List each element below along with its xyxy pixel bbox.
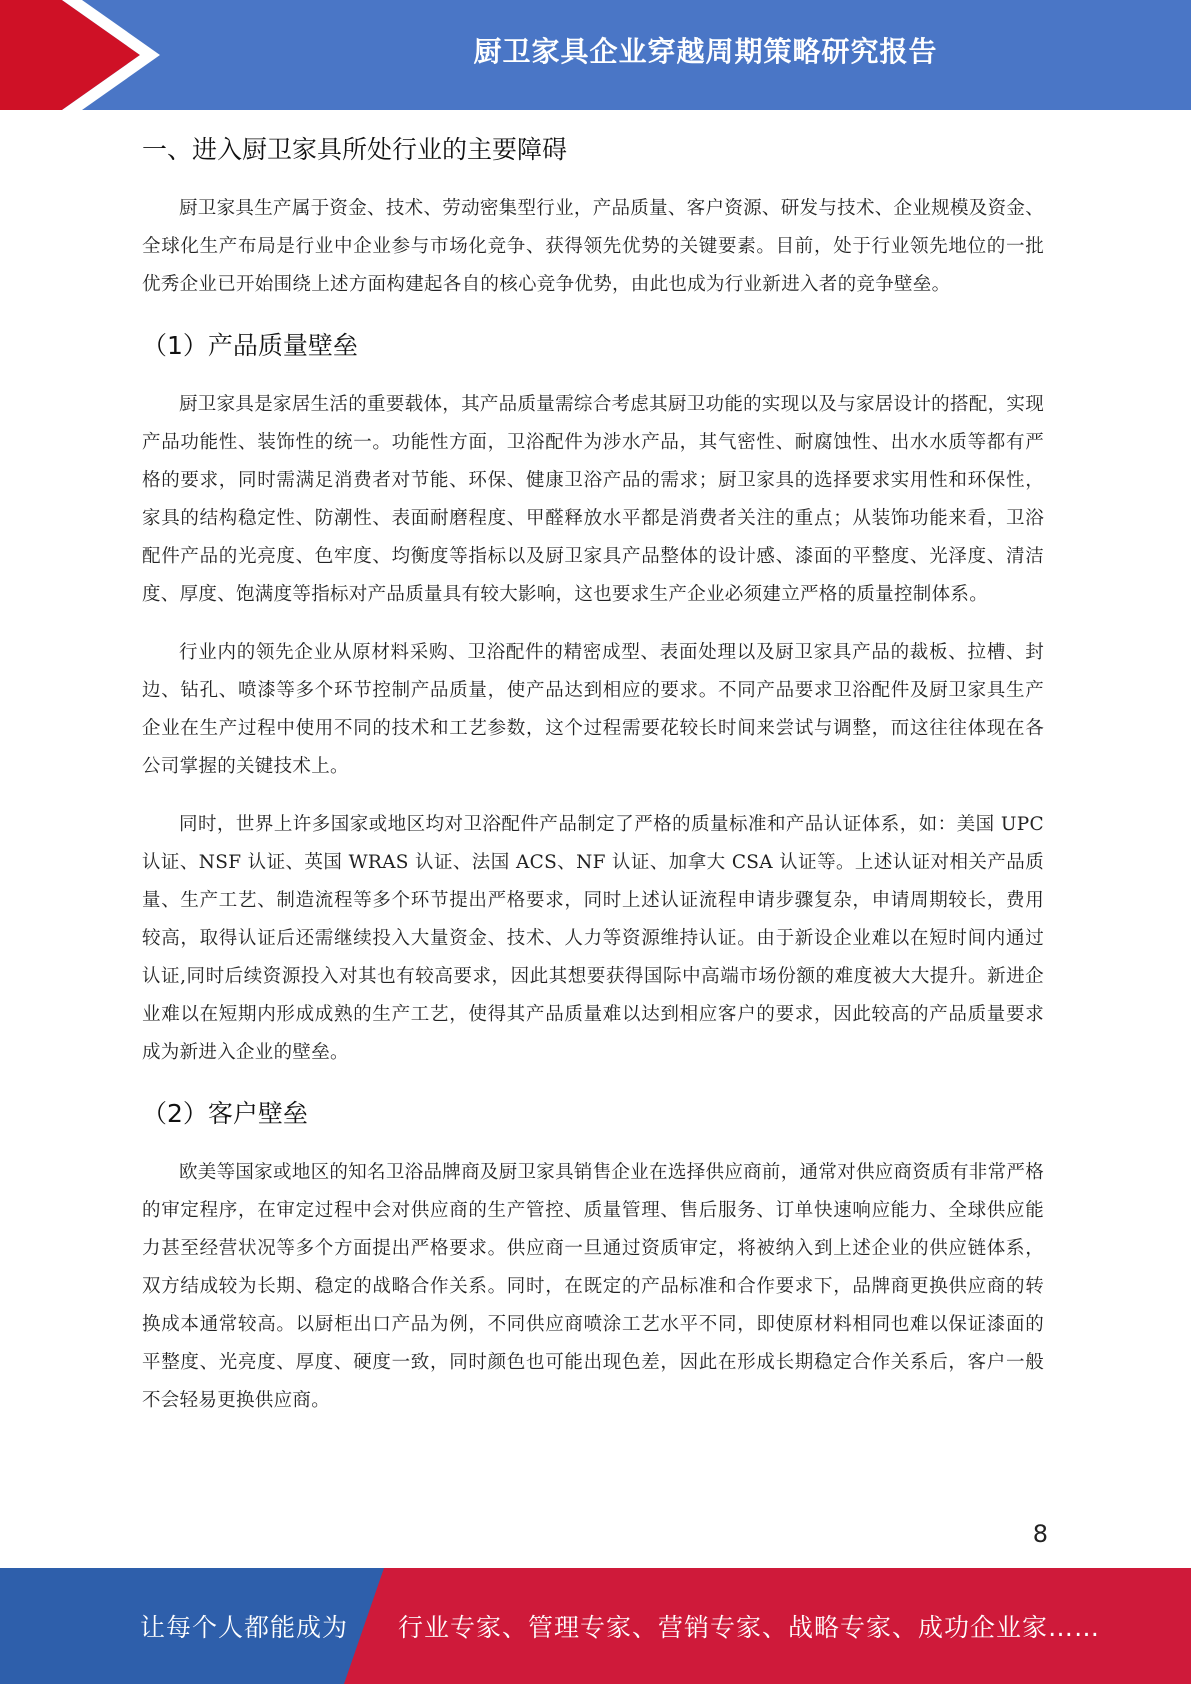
- page-number: 8: [1032, 1520, 1048, 1548]
- page-header: [0, 0, 1191, 110]
- quality-paragraph-2: 行业内的领先企业从原材料采购、卫浴配件的精密成型、表面处理以及厨卫家具产品的裁板、拉槽、封边、钻孔、喷漆等多个环节控制产品质量，使产品达到相应的要求。不同产品要求卫浴配件及厨卫家具生产企业在生产过程中使用不同的技术和工艺参数，这个过程需要花较长时间来尝试与调整，而这往往体现在各公司掌握的关键技术上。: [142, 642, 1044, 777]
- intro-paragraph: 厨卫家具生产属于资金、技术、劳动密集型行业，产品质量、客户资源、研发与技术、企业规模及资金、全球化生产布局是行业中企业参与市场化竞争、获得领先优势的关键要素。目前，处于行业领先地位的一批优秀企业已开始围绕上述方面构建起各自的核心竞争优势，由此也成为行业新进入者的竞争壁垒。: [142, 198, 1044, 295]
- main-content: [142, 128, 1044, 1420]
- report-title: 厨卫家具企业穿越周期策略研究报告: [473, 35, 938, 68]
- quality-paragraph-1: 厨卫家具是家居生活的重要载体，其产品质量需综合考虑其厨卫功能的实现以及与家居设计的搭配，实现产品功能性、装饰性的统一。功能性方面，卫浴配件为涉水产品，其气密性、耐腐蚀性、出水水质等都有严格的要求，同时需满足消费者对节能、环保、健康卫浴产品的需求；厨卫家具的选择要求实用性和环保性，家具的结构稳定性、防潮性、表面耐磨程度、甲醛释放水平都是消费者关注的重点；从装饰功能来看，卫浴配件产品的光亮度、色牢度、均衡度等指标以及厨卫家具产品整体的设计感、漆面的平整度、光泽度、清洁度、厚度、饱满度等指标对产品质量具有较大影响，这也要求生产企业必须建立严格的质量控制体系。: [142, 394, 1044, 605]
- page-footer: [0, 1568, 1191, 1684]
- quality-paragraph-3: 同时，世界上许多国家或地区均对卫浴配件产品制定了严格的质量标准和产品认证体系，如：美国 UPC 认证、NSF 认证、英国 WRAS 认证、法国 ACS、NF 认证、加拿大 CSA 认证等。上述认证对相关产品质量、生产工艺、制造流程等多个环节提出严格要求，同时上述认证流程申请步骤复杂，申请周期较长，费用较高，取得认证后还需继续投入大量资金、技术、人力等资源维持认证。由于新设企业难以在短时间内通过认证,同时后续资源投入对其也有较高要求，因此其想要获得国际中高端市场份额的难度被大大提升。新进企业难以在短期内形成成熟的生产工艺，使得其产品质量难以达到相应客户的要求，因此较高的产品质量要求成为新进入企业的壁垒。: [142, 814, 1044, 1063]
- footer-slogan-right: 行业专家、管理专家、营销专家、战略专家、成功企业家……: [398, 1613, 1101, 1642]
- customer-paragraph-1: 欧美等国家或地区的知名卫浴品牌商及厨卫家具销售企业在选择供应商前，通常对供应商资质有非常严格的审定程序，在审定过程中会对供应商的生产管控、质量管理、售后服务、订单快速响应能力、全球供应能力甚至经营状况等多个方面提出严格要求。供应商一旦通过资质审定，将被纳入到上述企业的供应链体系，双方结成较为长期、稳定的战略合作关系。同时，在既定的产品标准和合作要求下，品牌商更换供应商的转换成本通常较高。以厨柜出口产品为例，不同供应商喷涂工艺水平不同，即使原材料相同也难以保证漆面的平整度、光亮度、厚度、硬度一致，同时颜色也可能出现色差，因此在形成长期稳定合作关系后，客户一般不会轻易更换供应商。: [142, 1162, 1044, 1411]
- section-heading: 一、进入厨卫家具所处行业的主要障碍: [142, 135, 568, 164]
- footer-slogan-left: 让每个人都能成为: [140, 1613, 349, 1642]
- subsection-heading-customer: （2）客户壁垒: [142, 1099, 308, 1128]
- subsection-heading-quality: （1）产品质量壁垒: [142, 331, 358, 360]
